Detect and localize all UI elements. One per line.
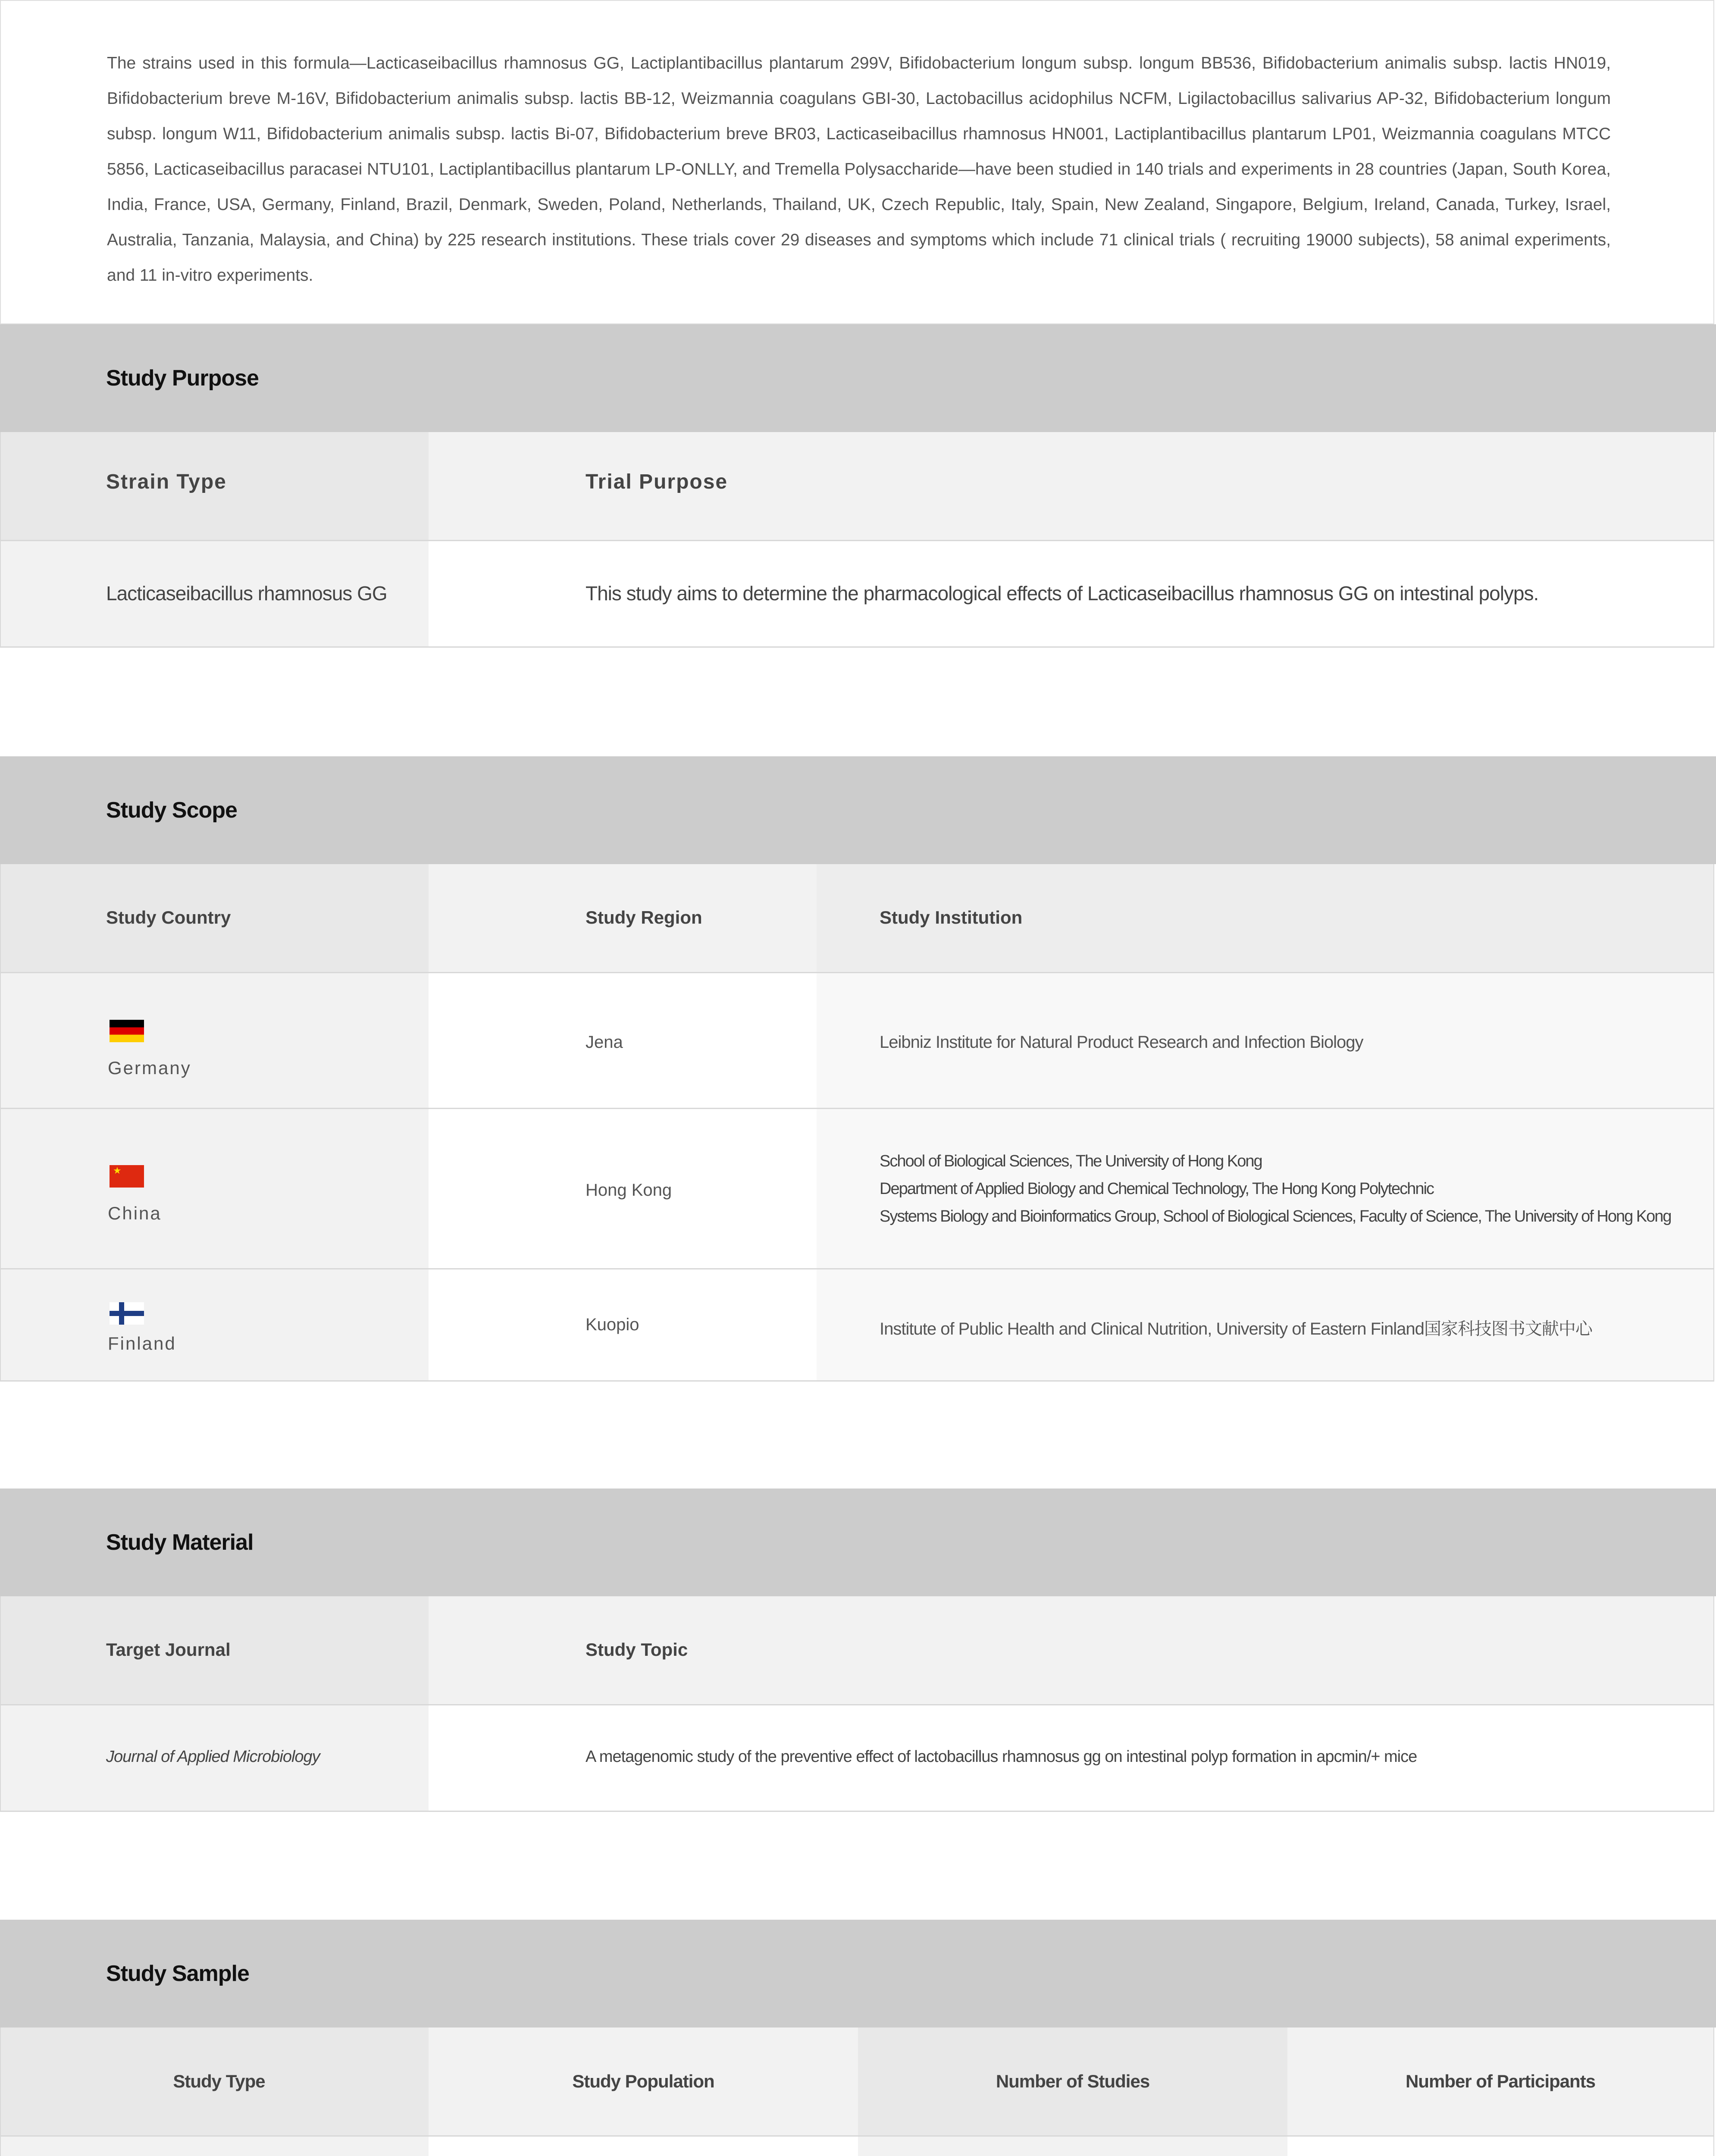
column-header: Target Journal <box>106 1639 231 1660</box>
region-name: Jena <box>586 1033 623 1052</box>
institution-name: School of Biological Sciences, The University of Hong Kong <box>880 1152 1262 1170</box>
scope-row-china <box>0 1109 1714 1269</box>
column-header: Strain Type <box>106 470 227 493</box>
country-name: Finland <box>108 1333 176 1354</box>
study-purpose-header <box>0 324 1716 432</box>
column-header: Study Region <box>586 907 702 928</box>
institution-name: Department of Applied Biology and Chemical Technology, The Hong Kong Polytechnic <box>880 1180 1434 1198</box>
china-flag-icon: ★ <box>110 1165 144 1188</box>
column-header: Study Institution <box>880 907 1023 928</box>
column-header: Study Population <box>572 2071 714 2091</box>
study-material-header <box>0 1489 1716 1596</box>
strain-type: Lacticaseibacillus rhamnosus GG <box>106 582 387 605</box>
material-data-row <box>0 1705 1714 1812</box>
country-name: China <box>108 1203 162 1223</box>
germany-flag-icon <box>110 1020 144 1042</box>
country-name: Germany <box>108 1058 191 1078</box>
material-header-row <box>0 1596 1714 1705</box>
institution-name: Leibniz Institute for Natural Product Research and Infection Biology <box>880 1033 1363 1052</box>
sample-data-row <box>0 2137 1714 2156</box>
section-title: Study Scope <box>106 798 237 823</box>
finland-flag-icon <box>110 1302 144 1325</box>
intro-text: The strains used in this formula—Lacticaseibacillus rhamnosus GG, Lactiplantibacillus plantarum 299V, Bifidobacterium longum subsp. longum BB536, Bifidobacterium animalis subsp. lactis HN019, Bifidobacterium breve M-16V, Bifidobacterium animalis subsp. lactis BB-12, Weizmannia coagulans GBI-30, Lactobacillus acidophilus NCFM, Ligilactobacillus salivarius AP-32, Bifidobacterium longum subsp. longum W11, Bifidobacterium animalis subsp. lactis Bi-07, Bifidobacterium breve BR03, Lacticaseibacillus rhamnosus HN001, Lactiplantibacillus plantarum LP01, Weizmannia coagulans MTCC 5856, Lacticaseibacillus paracasei NTU101, Lactiplantibacillus plantarum LP-ONLLY, and Tremella Polysaccharide—have been studied in 140 trials and experiments in 28 countries (Japan, South Korea, India, France, USA, Germany, Finland, Brazil, Denmark, Sweden, Poland, Netherlands, Thailand, UK, Czech Republic, Italy, Spain, New Zealand, Singapore, Belgium, Ireland, Canada, Turkey, Israel, Australia, Tanzania, Malaysia, and China) by 225 research institutions. These trials cover 29 diseases and symptoms which include 71 clinical trials ( recruiting 19000 subjects), 58 animal experiments, and 11 in-vitro experiments. <box>107 54 1611 285</box>
region-name: Kuopio <box>586 1315 639 1334</box>
scope-row-finland <box>0 1269 1714 1382</box>
section-title: Study Sample <box>106 1961 249 1986</box>
column-header: Trial Purpose <box>586 470 728 493</box>
column-header: Number of Participants <box>1405 2071 1596 2091</box>
study-scope-header <box>0 756 1716 864</box>
column-header: Study Country <box>106 907 231 928</box>
study-sample-header <box>0 1920 1716 2028</box>
purpose-data-row <box>0 541 1714 648</box>
study-sample-section <box>0 1920 1716 2156</box>
section-title: Study Purpose <box>106 366 259 391</box>
column-header: Study Topic <box>586 1639 688 1660</box>
study-material-section <box>0 1489 1716 1812</box>
column-header: Number of Studies <box>996 2071 1150 2091</box>
purpose-header-row <box>0 432 1714 541</box>
intro-box <box>0 0 1714 324</box>
institution-name: Systems Biology and Bioinformatics Group, School of Biological Sciences, Faculty of Science, The University of Hong Kong <box>880 1207 1671 1225</box>
sample-header-row <box>0 2028 1714 2137</box>
trial-purpose: This study aims to determine the pharmacological effects of Lacticaseibacillus rhamnosus GG on intestinal polyps. <box>586 582 1539 605</box>
scope-header-row <box>0 864 1714 973</box>
study-scope-section <box>0 756 1716 1382</box>
study-purpose-section <box>0 324 1716 648</box>
study-topic: A metagenomic study of the preventive effect of lactobacillus rhamnosus gg on intestinal polyp formation in apcmin/+ mice <box>586 1748 1417 1766</box>
journal-name: Journal of Applied Microbiology <box>106 1748 320 1766</box>
institution-name: Institute of Public Health and Clinical Nutrition, University of Eastern Finland国家科技图书文献中心 <box>880 1319 1592 1338</box>
region-name: Hong Kong <box>586 1181 672 1200</box>
scope-row-germany <box>0 973 1714 1109</box>
section-title: Study Material <box>106 1530 254 1555</box>
column-header: Study Type <box>173 2071 265 2091</box>
